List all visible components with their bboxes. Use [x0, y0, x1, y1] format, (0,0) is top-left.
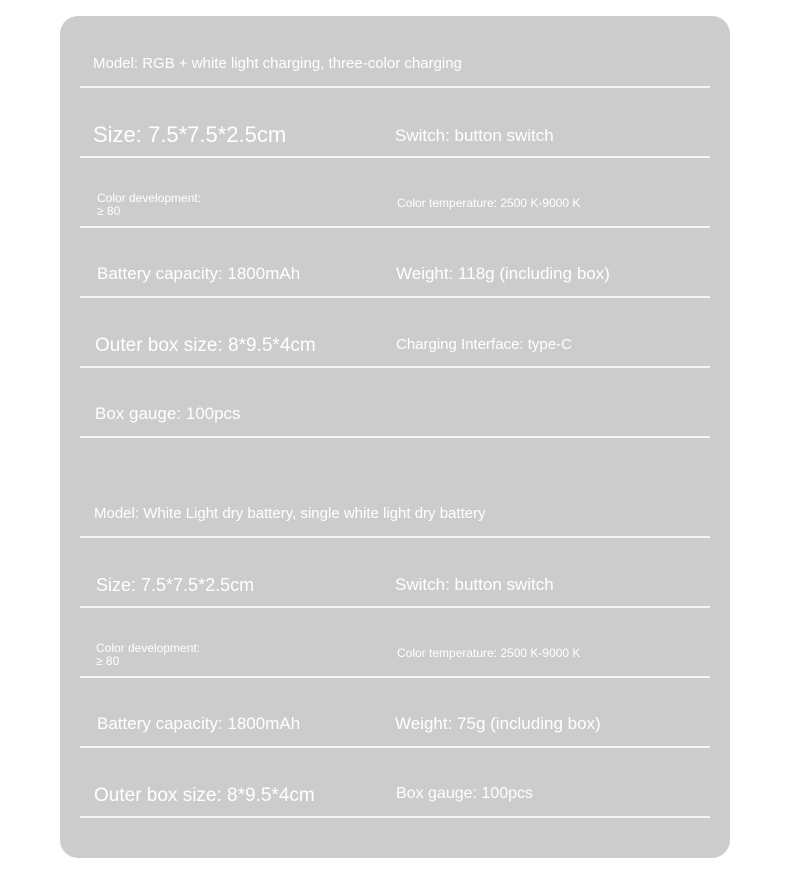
outer-box-size-text: Outer box size: 8*9.5*4cm: [94, 785, 315, 806]
color-temperature-text: Color temperature: 2500 K-9000 K: [397, 196, 581, 210]
size-text: Size: 7.5*7.5*2.5cm: [93, 122, 287, 147]
color-development-value: ≥ 80: [96, 654, 120, 668]
color-development-label: Color development:: [96, 641, 201, 655]
outer-box-size-text: Outer box size: 8*9.5*4cm: [95, 335, 316, 356]
color-temperature-text: Color temperature: 2500 K-9000 K: [397, 646, 581, 660]
battery-capacity-text: Battery capacity: 1800mAh: [97, 264, 301, 283]
model-white-light-text: Model: White Light dry battery, single white light dry battery: [94, 505, 486, 522]
divider: [80, 676, 710, 678]
charging-interface-text: Charging Interface: type-C: [396, 336, 572, 353]
weight-text: Weight: 75g (including box): [395, 714, 601, 733]
divider: [80, 816, 710, 818]
color-development-value: ≥ 80: [97, 204, 121, 218]
box-gauge-text: Box gauge: 100pcs: [396, 785, 533, 802]
divider: [80, 536, 710, 538]
divider: [80, 436, 710, 438]
model-rgb-text: Model: RGB + white light charging, three-color charging: [93, 55, 462, 72]
size-text: Size: 7.5*7.5*2.5cm: [96, 575, 255, 595]
divider: [80, 296, 710, 298]
switch-text: Switch: button switch: [395, 575, 554, 594]
divider: [80, 366, 710, 368]
weight-text: Weight: 118g (including box): [396, 264, 610, 283]
switch-text: Switch: button switch: [395, 126, 554, 145]
box-gauge-text: Box gauge: 100pcs: [95, 404, 241, 423]
divider: [80, 606, 710, 608]
divider: [80, 156, 710, 158]
color-development-label: Color development:: [97, 191, 202, 205]
battery-capacity-text: Battery capacity: 1800mAh: [97, 714, 301, 733]
divider: [80, 226, 710, 228]
divider: [80, 746, 710, 748]
divider: [80, 86, 710, 88]
